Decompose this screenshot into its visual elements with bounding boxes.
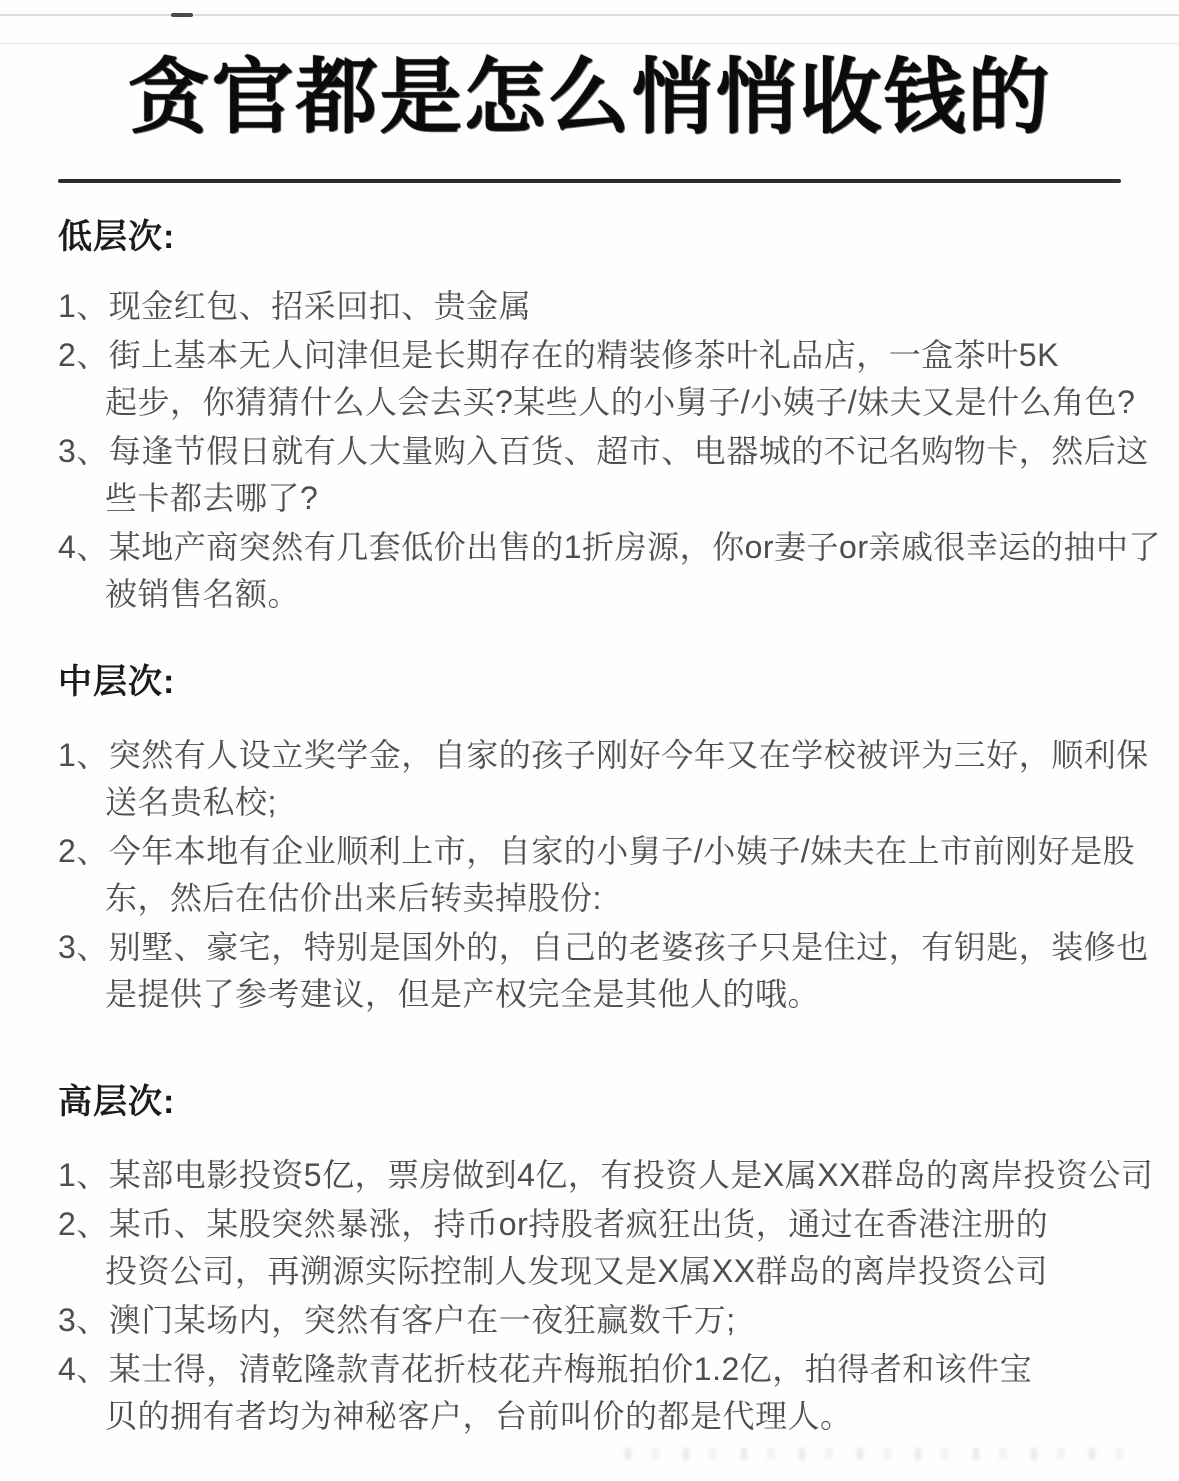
list-item xyxy=(58,524,1162,618)
section-heading-mid: 中层次: xyxy=(58,663,176,701)
list-item-line: 2、某币、某股突然暴涨，持币or持股者疯狂出货，通过在香港注册的 xyxy=(58,1206,1049,1242)
list-item xyxy=(58,732,1149,826)
list-item-line: 2、街上基本无人问津但是长期存在的精装修茶叶礼品店，一盒茶叶5K xyxy=(58,337,1059,373)
list-item-line: 起步，你猜猜什么人会去买?某些人的小舅子/小姨子/妹夫又是什么角色? xyxy=(105,384,1136,420)
list-low-level xyxy=(58,283,1162,618)
list-item xyxy=(58,1297,1121,1344)
section-heading-low: 低层次: xyxy=(58,218,176,256)
page-title: 贪官都是怎么悄悄收钱的 xyxy=(127,52,1052,143)
list-item xyxy=(58,1152,1154,1199)
list-item xyxy=(58,332,1136,426)
list-item-line: 3、别墅、豪宅，特别是国外的，自己的老婆孩子只是住过，有钥匙，装修也 xyxy=(58,929,1149,965)
list-item-line: 被销售名额。 xyxy=(105,576,301,612)
list-item-line: 1、现金红包、招采回扣、贵金属 xyxy=(58,288,532,324)
list-item xyxy=(58,1201,1121,1295)
section-heading-high: 高层次: xyxy=(58,1083,176,1121)
list-item-line: 3、澳门某场内，突然有客户在一夜狂赢数千万; xyxy=(58,1302,736,1338)
list-mid-level xyxy=(58,732,1149,1018)
section-low-level xyxy=(58,217,1162,618)
list-item-line: 1、某部电影投资5亿，票房做到4亿，有投资人是X属XX群岛的离岸投资公司 xyxy=(58,1157,1154,1193)
list-item-line: 投资公司，再溯源实际控制人发现又是X属XX群岛的离岸投资公司 xyxy=(105,1253,1049,1289)
section-mid-level xyxy=(58,662,1149,1018)
list-item xyxy=(58,283,1121,330)
list-item xyxy=(58,1346,1121,1440)
list-item-line: 1、突然有人设立奖学金，自家的孩子刚好今年又在学校被评为三好，顺利保 xyxy=(58,737,1149,773)
list-item-line: 3、每逢节假日就有人大量购入百货、超市、电器城的不记名购物卡，然后这 xyxy=(58,433,1149,469)
list-item-line: 2、今年本地有企业顺利上市，自家的小舅子/小姨子/妹夫在上市前刚好是股 xyxy=(58,833,1136,869)
title-divider xyxy=(58,179,1121,183)
list-item xyxy=(58,428,1149,522)
list-item-line: 4、某地产商突然有几套低价出售的1折房源，你or妻子or亲戚很幸运的抽中了 xyxy=(58,529,1162,565)
list-high-level xyxy=(58,1152,1154,1440)
list-item-line: 是提供了参考建议，但是产权完全是其他人的哦。 xyxy=(105,976,821,1012)
list-item-line: 些卡都去哪了? xyxy=(105,480,319,516)
section-high-level xyxy=(58,1082,1154,1440)
list-item-line: 4、某士得，清乾隆款青花折枝花卉梅瓶拍价1.2亿，拍得者和该件宝 xyxy=(58,1351,1033,1387)
list-item-line: 送名贵私校; xyxy=(105,784,277,820)
list-item xyxy=(58,924,1149,1018)
list-item-line: 东，然后在估价出来后转卖掉股份: xyxy=(105,880,602,916)
list-item xyxy=(58,828,1136,922)
faint-cutoff-watermark xyxy=(625,1448,1125,1460)
list-item-line: 贝的拥有者均为神秘客户，台前叫价的都是代理人。 xyxy=(105,1398,853,1434)
